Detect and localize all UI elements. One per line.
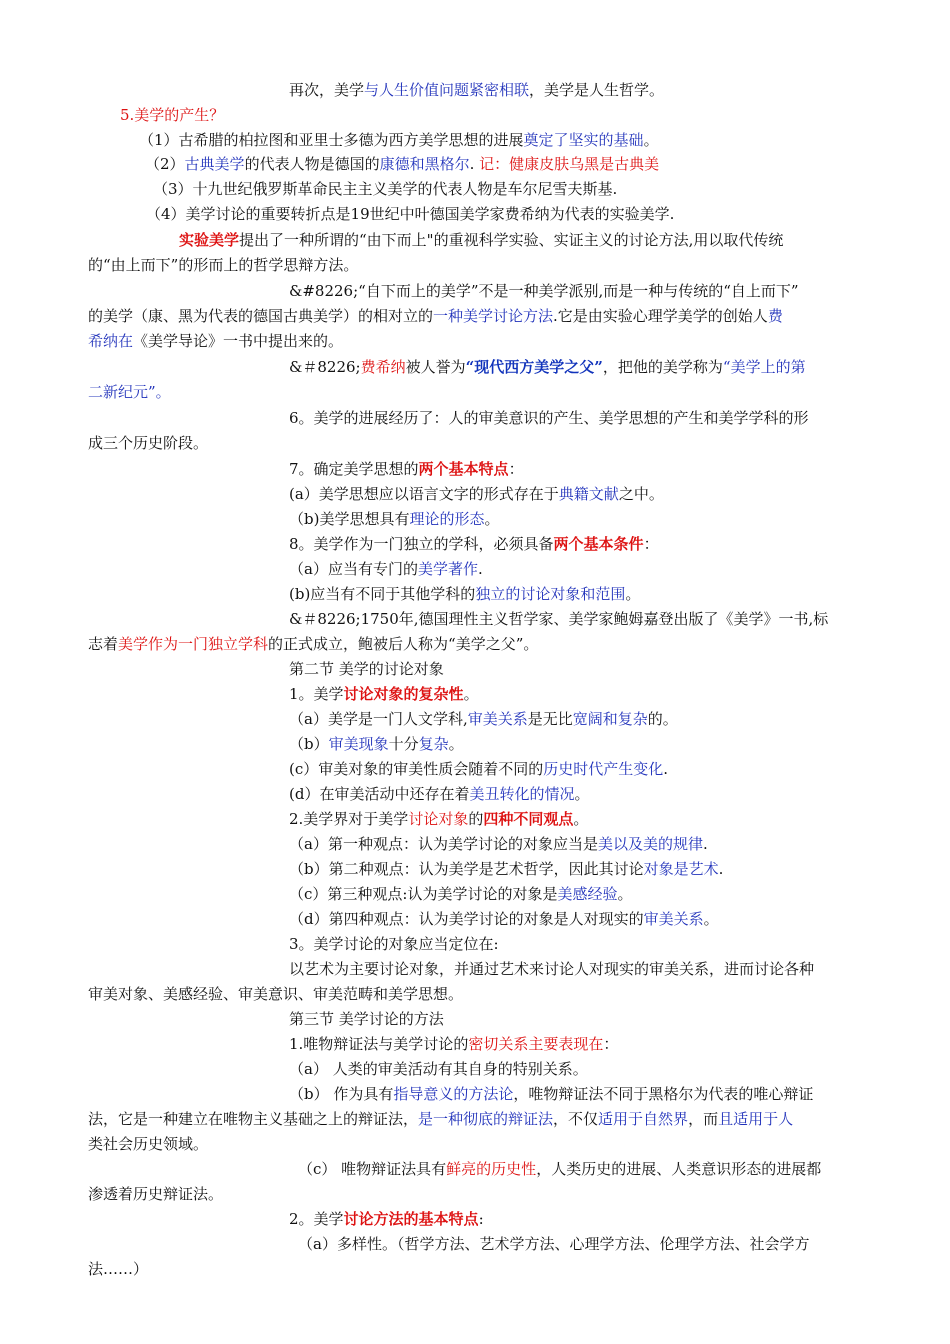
highlighted-text: 指导意义的方法论 xyxy=(393,1085,514,1103)
sub-item xyxy=(289,882,633,906)
text-run: 的美学（康、黑为代表的德国古典美学）的相对立的 xyxy=(88,307,434,325)
paragraph-line xyxy=(88,431,208,455)
highlighted-text: 费希纳 xyxy=(360,358,406,376)
highlighted-text: 古典美学 xyxy=(184,155,245,173)
text-run: 成三个历史阶段。 xyxy=(88,434,209,452)
text-run: ，唯物辩证法不同于黑格尔为代表的唯心辩证 xyxy=(513,1085,814,1103)
section-heading xyxy=(289,657,444,681)
paragraph-line xyxy=(88,632,538,656)
numbered-item xyxy=(289,1032,618,1056)
text-run: （4）美学讨论的重要转折点是19世纪中叶德国美学家费希纳为代表的实验美学. xyxy=(146,205,675,223)
highlighted-text: 5.美学的产生？ xyxy=(120,106,225,124)
highlighted-text: 讨论对象的复杂性 xyxy=(343,685,464,703)
highlighted-text: 讨论对象 xyxy=(408,810,469,828)
text-run: 十分 xyxy=(388,735,419,753)
sub-item xyxy=(289,707,678,731)
highlighted-text: 一种美学讨论方法 xyxy=(433,307,554,325)
text-run: （c）第三种观点:认为美学讨论的对象是 xyxy=(289,885,558,903)
highlighted-text: 两个基本特点 xyxy=(418,460,509,478)
text-run: 8。美学作为一门独立的学科，必须具备 xyxy=(289,535,554,553)
text-run: （a）第一种观点：认为美学讨论的对象应当是 xyxy=(289,835,598,853)
text-run: ，不仅 xyxy=(553,1110,599,1128)
text-run: . xyxy=(469,155,480,173)
text-run: 。 xyxy=(573,810,589,828)
numbered-item xyxy=(289,807,588,831)
highlighted-text: 理论的形态 xyxy=(409,510,485,528)
text-run: 的 xyxy=(468,810,484,828)
paragraph-line xyxy=(88,1182,223,1206)
paragraph-line xyxy=(88,1132,208,1156)
text-run: ： xyxy=(643,535,659,553)
highlighted-text: 希纳在 xyxy=(88,332,134,350)
list-item xyxy=(153,177,617,201)
paragraph-line xyxy=(289,279,799,303)
highlighted-text: 四种不同观点 xyxy=(483,810,574,828)
text-run: 。 xyxy=(484,510,500,528)
text-run: .它是由实验心理学美学的创始人 xyxy=(553,307,768,325)
text-run: 1.唯物辩证法与美学讨论的 xyxy=(289,1035,469,1053)
text-run: 。 xyxy=(463,685,479,703)
paragraph-line xyxy=(88,329,343,353)
section-heading xyxy=(289,1007,444,1031)
paragraph-line xyxy=(289,607,828,631)
text-run: 法，它是一种建立在唯物主义基础之上的辩证法， xyxy=(88,1110,419,1128)
highlighted-text: 记：健康皮肤乌黑是古典美 xyxy=(479,155,660,173)
highlighted-text: 宽阔和复杂 xyxy=(572,710,648,728)
text-run: 的正式成立，鲍被后人称为“美学之父”。 xyxy=(268,635,539,653)
highlighted-text: “现代西方美学之父” xyxy=(465,358,603,376)
text-run: （3）十九世纪俄罗斯革命民主主义美学的代表人物是车尔尼雪夫斯基. xyxy=(153,180,618,198)
highlighted-text: 美丑转化的情况 xyxy=(469,785,575,803)
numbered-item xyxy=(289,532,659,556)
highlighted-text: 与人生价值问题紧密相联 xyxy=(364,81,530,99)
list-item xyxy=(145,152,659,176)
sub-item xyxy=(289,732,464,756)
paragraph-line xyxy=(88,253,358,277)
sub-item xyxy=(289,582,640,606)
highlighted-text: 康德和黑格尔 xyxy=(379,155,470,173)
highlighted-text: 费 xyxy=(767,307,783,325)
sub-item xyxy=(289,782,590,806)
text-run: （c） 唯物辩证法具有 xyxy=(298,1160,447,1178)
text-run: （b)美学思想具有 xyxy=(289,510,410,528)
sub-item xyxy=(289,907,719,931)
text-run: (d）在审美活动中还存在着 xyxy=(289,785,470,803)
numbered-item xyxy=(289,457,524,481)
text-run: 6。美学的进展经历了：人的审美意识的产生、美学思想的产生和美学学科的形 xyxy=(289,409,809,427)
highlighted-text: 典籍文献 xyxy=(558,485,619,503)
highlighted-text: 历史时代产生变化 xyxy=(543,760,664,778)
highlighted-text: 审美关系 xyxy=(643,910,704,928)
text-run: 1。美学 xyxy=(289,685,344,703)
text-run: （b） 作为具有 xyxy=(289,1085,394,1103)
numbered-item xyxy=(289,682,479,706)
text-run: ，美学是人生哲学。 xyxy=(529,81,665,99)
text-run: (b)应当有不同于其他学科的 xyxy=(289,585,476,603)
sub-item xyxy=(289,832,708,856)
highlighted-text: 美学著作 xyxy=(417,560,478,578)
sub-item xyxy=(289,507,500,531)
text-run: 。 xyxy=(617,885,633,903)
text-run: (c）审美对象的审美性质会随着不同的 xyxy=(289,760,544,778)
text-run: 。 xyxy=(574,785,590,803)
text-run: ，把他的美学称为 xyxy=(602,358,723,376)
paragraph-line xyxy=(179,228,783,252)
text-run: 再次，美学 xyxy=(289,81,365,99)
text-run: 的。 xyxy=(647,710,678,728)
highlighted-text: “美学上的第 xyxy=(722,358,806,376)
text-run: . xyxy=(702,835,708,853)
highlighted-text: 二新纪元”。 xyxy=(88,383,171,401)
text-run: 是无比 xyxy=(527,710,573,728)
highlighted-text: 审美现象 xyxy=(328,735,389,753)
sub-item xyxy=(289,1082,813,1106)
paragraph-line xyxy=(289,957,814,981)
text-run: 被人誉为 xyxy=(405,358,466,376)
text-run: （a）应当有专门的 xyxy=(289,560,418,578)
sub-item xyxy=(289,482,664,506)
highlighted-text: 密切关系主要表现在 xyxy=(468,1035,604,1053)
sub-item xyxy=(298,1232,809,1256)
paragraph-line xyxy=(88,304,783,328)
highlighted-text: 独立的讨论对象和范围 xyxy=(475,585,626,603)
highlighted-text: 对象是艺术 xyxy=(643,860,719,878)
highlighted-text: 鲜亮的历史性 xyxy=(446,1160,537,1178)
text-run: ： xyxy=(508,460,524,478)
text-run: （b）第二种观点：认为美学是艺术哲学，因此其讨论 xyxy=(289,860,644,878)
sub-item xyxy=(289,1057,588,1081)
text-run: 。 xyxy=(703,910,719,928)
list-item xyxy=(139,128,659,152)
highlighted-text: 是一种彻底的辩证法 xyxy=(418,1110,554,1128)
text-run: 的代表人物是德国的 xyxy=(244,155,380,173)
paragraph-line xyxy=(289,406,809,430)
text-run: &＃8226; xyxy=(289,358,361,376)
text-run: 。 xyxy=(643,131,659,149)
text-run: 。 xyxy=(625,585,641,603)
text-run: 7。确定美学思想的 xyxy=(289,460,419,478)
question-heading xyxy=(120,103,224,127)
text-run: 志着 xyxy=(88,635,119,653)
text-run: ，而 xyxy=(688,1110,719,1128)
text-run: 之中。 xyxy=(618,485,664,503)
highlighted-text: 两个基本条件 xyxy=(553,535,644,553)
text-run: 2。美学 xyxy=(289,1210,344,1228)
text-run: ： xyxy=(603,1035,619,1053)
list-item xyxy=(146,202,674,226)
text-run: . xyxy=(718,860,724,878)
numbered-item xyxy=(289,932,499,956)
numbered-item xyxy=(289,1207,484,1231)
sub-item xyxy=(289,857,723,881)
text-run: 《美学导论》一书中提出来的。 xyxy=(133,332,344,350)
highlighted-text: 复杂 xyxy=(418,735,449,753)
text-run: （a） 人类的审美活动有其自身的特别关系。 xyxy=(289,1060,588,1078)
text-run: 的“由上而下”的形而上的哲学思辩方法。 xyxy=(88,256,359,274)
text-run: 2.美学界对于美学 xyxy=(289,810,409,828)
sub-item xyxy=(289,757,668,781)
text-run: 法……） xyxy=(88,1260,149,1278)
text-run: . xyxy=(477,560,483,578)
highlighted-text: 审美关系 xyxy=(467,710,528,728)
text-run: 提出了一种所谓的“由下而上"的重视科学实验、实证主义的讨论方法,用以取代传统 xyxy=(239,231,784,249)
text-run: 类社会历史领域。 xyxy=(88,1135,209,1153)
highlighted-text: 适用于自然界 xyxy=(598,1110,689,1128)
text-run: 第三节 美学讨论的方法 xyxy=(289,1010,444,1028)
highlighted-text: 讨论方法的基本特点 xyxy=(343,1210,479,1228)
text-run: （1）古希腊的柏拉图和亚里士多德为西方美学思想的进展 xyxy=(139,131,524,149)
highlighted-text: 美学作为一门独立学科 xyxy=(118,635,269,653)
text-run: : xyxy=(478,1210,484,1228)
text-run: 以艺术为主要讨论对象，并通过艺术来讨论人对现实的审美关系，进而讨论各种 xyxy=(289,960,815,978)
text-run: （d）第四种观点：认为美学讨论的对象是人对现实的 xyxy=(289,910,644,928)
text-run: （a）多样性。（哲学方法、艺术学方法、心理学方法、伦理学方法、社会学方 xyxy=(298,1235,810,1253)
paragraph-line xyxy=(88,1257,148,1281)
text-line xyxy=(289,78,664,102)
text-run: 3。美学讨论的对象应当定位在: xyxy=(289,935,499,953)
text-run: （2） xyxy=(145,155,185,173)
text-run: （b） xyxy=(289,735,329,753)
paragraph-line xyxy=(289,355,806,379)
highlighted-text: 美感经验 xyxy=(557,885,618,903)
highlighted-text: 实验美学 xyxy=(179,231,240,249)
text-run: &＃8226;1750年,德国理性主义哲学家、美学家鲍姆嘉登出版了《美学》一书,标 xyxy=(289,610,829,628)
paragraph-line xyxy=(88,380,171,404)
text-run: . xyxy=(663,760,669,778)
sub-item xyxy=(289,557,483,581)
text-run: 渗透着历史辩证法。 xyxy=(88,1185,224,1203)
sub-item xyxy=(298,1157,821,1181)
text-run: 审美对象、美感经验、审美意识、审美范畴和美学思想。 xyxy=(88,985,464,1003)
paragraph-line xyxy=(88,1107,793,1131)
highlighted-text: 奠定了坚实的基础 xyxy=(523,131,644,149)
paragraph-line xyxy=(88,982,463,1006)
text-run: &#8226;“自下而上的美学”不是一种美学派别,而是一种与传统的“自上而下” xyxy=(289,282,799,300)
text-run: (a）美学思想应以语言文字的形式存在于 xyxy=(289,485,559,503)
text-run: （a）美学是一门人文学科, xyxy=(289,710,468,728)
highlighted-text: 且适用于人 xyxy=(718,1110,794,1128)
highlighted-text: 美以及美的规律 xyxy=(597,835,703,853)
text-run: ，人类历史的进展、人类意识形态的进展都 xyxy=(536,1160,822,1178)
text-run: 第二节 美学的讨论对象 xyxy=(289,660,444,678)
text-run: 。 xyxy=(448,735,464,753)
